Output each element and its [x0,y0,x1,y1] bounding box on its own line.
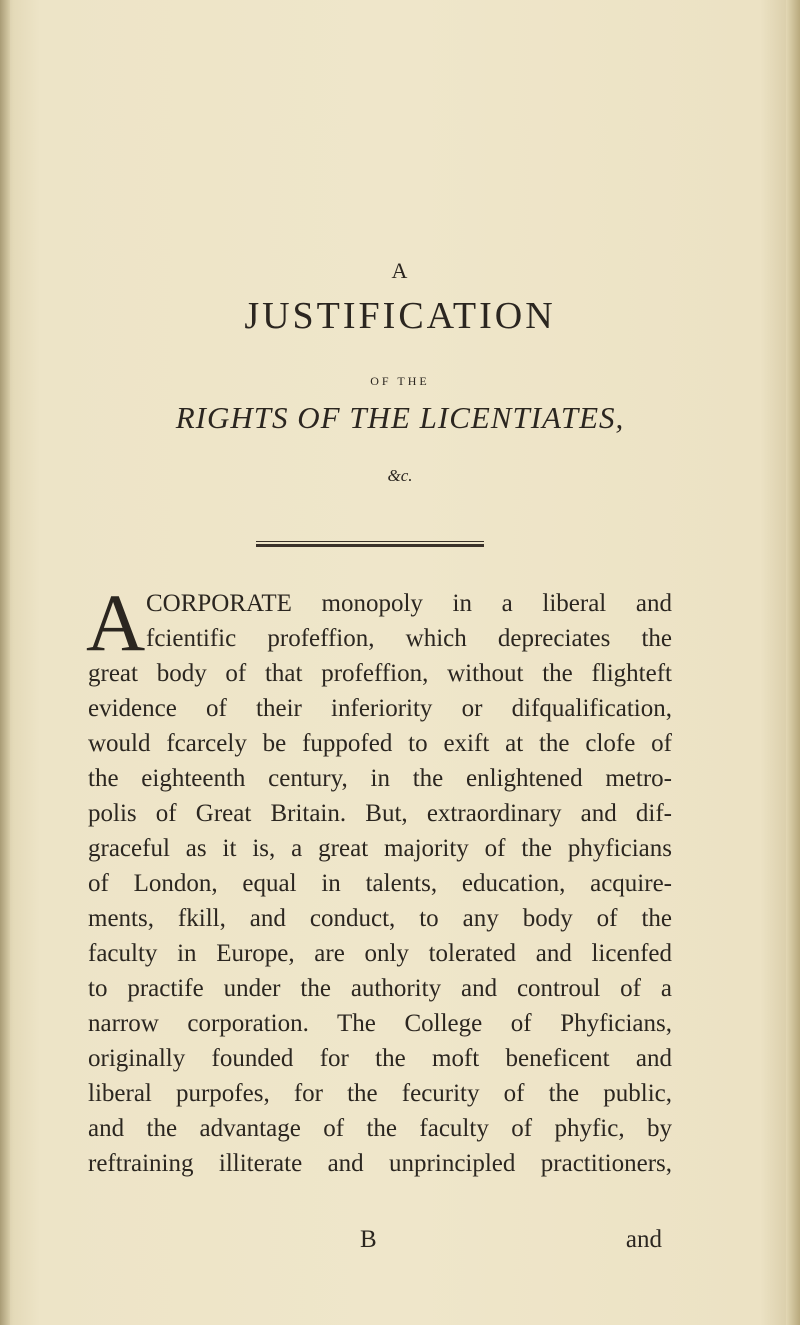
text-line: the eighteenth century, in the enlightened metro- [88,765,672,792]
text-line: originally founded for the moft beneficent and [88,1045,672,1072]
catchword: and [625,1226,662,1253]
title-etc: &c. [387,466,413,485]
title-of-the: OF THE [370,374,430,388]
title-article: A [391,258,409,283]
text-line: liberal purpofes, for the fecurity of the public, [88,1080,672,1107]
text-line: CORPORATE monopoly in a liberal and [146,590,672,617]
page-title: JUSTIFICATION [244,295,556,337]
text-line: narrow corporation. The College of Phyficians, [88,1010,672,1037]
text-line: of London, equal in talents, education, acquire- [88,870,672,897]
body-paragraph [88,586,672,1181]
page-gutter-left [0,0,10,1325]
page-footer [88,1222,672,1257]
text-line: fcientific profeffion, which depreciates the [146,625,672,652]
text-line: reftraining illiterate and unprincipled practitioners, [88,1150,672,1177]
text-line: polis of Great Britain. But, extraordinary and dif- [88,800,672,827]
text-line: would fcarcely be fuppofed to exift at the clofe of [88,730,672,757]
text-line: to practife under the authority and controul of a [88,975,672,1002]
page-subtitle: RIGHTS OF THE LICENTIATES, [175,400,625,435]
text-line: great body of that profeffion, without the flighteft [88,660,672,687]
text-line: and the advantage of the faculty of phyfic, by [88,1115,672,1142]
text-line: evidence of their inferiority or difqualification, [88,695,672,722]
text-line: graceful as it is, a great majority of the phyficians [88,835,672,862]
text-line: ments, fkill, and conduct, to any body of the [88,905,672,932]
text-line: faculty in Europe, are only tolerated and licenfed [88,940,672,967]
signature-mark: B [360,1226,377,1253]
title-rule-divider [256,541,484,548]
page-edge-right [786,0,800,1325]
drop-cap: A [86,577,146,668]
